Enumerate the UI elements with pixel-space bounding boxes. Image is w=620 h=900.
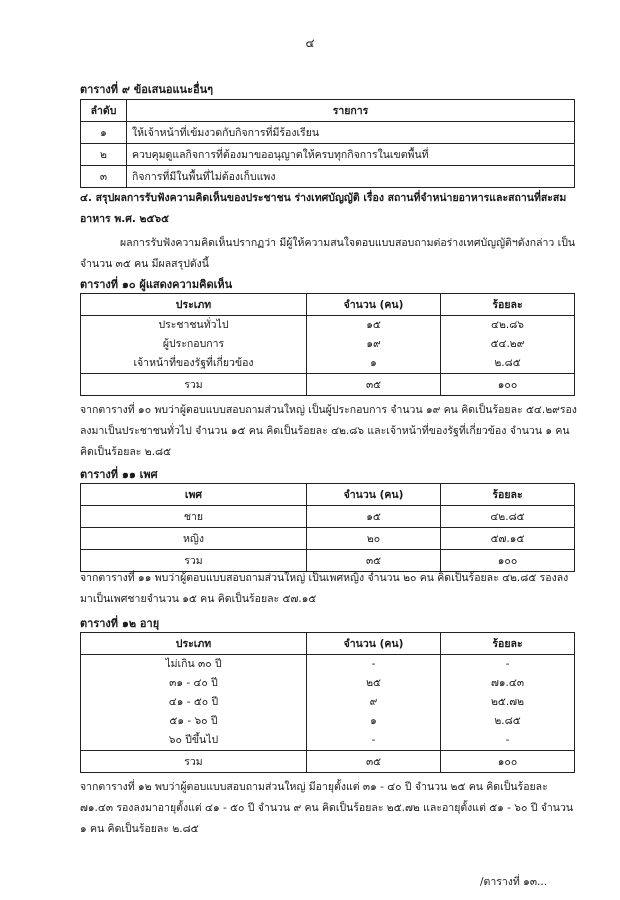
table-9-caption: ตารางที่ ๙ ข้อเสนอแนะอื่นๆ [80, 83, 214, 96]
cell-type: เจ้าหน้าที่ของรัฐที่เกี่ยวข้อง [133, 357, 254, 369]
col-header: ลำดับ [81, 100, 127, 122]
col-header: จำนวน (คน) [307, 633, 441, 655]
cell-count: ๑๕ [366, 319, 381, 331]
cell-pct: ๕๗.๑๕ [441, 528, 575, 550]
cell-pct: ๗๑.๔๓ [490, 677, 525, 689]
table-11-summary: จากตารางที่ ๑๑ พบว่าผู้ตอบแบบสอบถามส่วนใหญ่ เป็นเพศหญิง จำนวน ๒๐ คน คิดเป็นร้อยละ ๔๒.๘๕ รองลงมาเป็นเพศชายจำนวน ๑๕ คน คิดเป็นร้อยละ ๕๗.๑๕ [80, 572, 569, 605]
cell-no: ๓ [81, 166, 127, 188]
table-row [81, 122, 575, 144]
total-row [81, 751, 575, 773]
total-pct: ๑๐๐ [441, 550, 575, 572]
cell-count: ๑๕ [307, 506, 441, 528]
total-label: รวม [81, 751, 307, 773]
cell-type: ชาย [81, 506, 307, 528]
table-row [81, 166, 575, 188]
table-10 [80, 293, 575, 396]
col-header: จำนวน (คน) [307, 484, 441, 506]
table-10-summary: จากตารางที่ ๑๐ พบว่าผู้ตอบแบบสอบถามส่วนใหญ่ เป็นผู้ประกอบการ จำนวน ๑๙ คน คิดเป็นร้อยละ ๕๔.๒๙รองลงมาเป็นประชาชนทั่วไป จำนวน ๑๕ คน คิดเป็นร้อยละ ๔๒.๘๖ และเจ้าหน้าที่ของรัฐที่เกี่ยวข้อง จำนวน ๑ คน คิดเป็นร้อยละ ๒.๘๕ [80, 404, 577, 458]
page-number: ๔ [305, 36, 315, 50]
col-header: ประเภท [81, 633, 307, 655]
cell-pct: ๒.๘๕ [494, 357, 521, 369]
table-row [81, 506, 575, 528]
cell-count: ๑ [370, 357, 377, 369]
cell-count: ๑๙ [366, 338, 381, 350]
col-header: ร้อยละ [441, 633, 575, 655]
table-9 [80, 99, 575, 188]
cell-type: ๖๐ ปีขึ้นไป [168, 734, 219, 746]
cell-type: ผู้ประกอบการ [162, 338, 225, 350]
total-count: ๓๕ [307, 751, 441, 773]
cell-item: ให้เจ้าหน้าที่เข้มงวดกับกิจการที่มีร้องเรียน [127, 122, 575, 144]
cell-no: ๒ [81, 144, 127, 166]
col-header: รายการ [127, 100, 575, 122]
total-label: รวม [81, 374, 307, 396]
total-count: ๓๕ [307, 550, 441, 572]
col-header: ประเภท [81, 294, 307, 316]
cell-pct: ๔๒.๘๕ [441, 506, 575, 528]
total-row [81, 374, 575, 396]
cell-count: - [371, 734, 376, 746]
table-row-group [81, 316, 575, 374]
cell-pct: ๒๕.๗๒ [490, 696, 525, 708]
col-header: ร้อยละ [441, 294, 575, 316]
cell-count: ๙ [369, 696, 378, 708]
cell-pct: ๒.๘๕ [494, 715, 521, 727]
section-heading: ๔. สรุปผลการรับฟังความคิดเห็นของประชาชน ร่างเทศบัญญัติ เรื่อง สถานที่จำหน่ายอาหารและสถานที่สะสมอาหาร พ.ศ. ๒๕๖๕ [80, 192, 567, 225]
cell-item: ควบคุมดูแลกิจการที่ต้องมาขออนุญาตให้ครบทุกกิจการในเขตพื้นที่ [127, 144, 575, 166]
cell-type: ๕๑ - ๖๐ ปี [169, 715, 218, 727]
cell-pct: ๕๔.๒๙ [490, 338, 525, 350]
cell-count: - [371, 658, 376, 670]
table-12-summary: จากตารางที่ ๑๒ พบว่าผู้ตอบแบบสอบถามส่วนใหญ่ มีอายุตั้งแต่ ๓๑ - ๔๐ ปี จำนวน ๒๕ คน คิดเป็นร้อยละ ๗๑.๔๓ รองลงมาอายุตั้งแต่ ๔๑ - ๕๐ ปี จำนวน ๙ คน คิดเป็นร้อยละ ๒๕.๗๒ และอายุตั้งแต่ ๕๑ - ๖๐ ปี จำนวน ๑ คน คิดเป็นร้อยละ ๒.๘๕ [80, 781, 574, 835]
continuation-note: /ตารางที่ ๑๓... [480, 876, 548, 888]
total-label: รวม [81, 550, 307, 572]
table-row [81, 528, 575, 550]
table-11-caption: ตารางที่ ๑๑ เพศ [80, 468, 158, 481]
cell-count: ๒๐ [307, 528, 441, 550]
cell-item: กิจการที่มีในพื้นที่ไม่ต้องเก็บแพง [127, 166, 575, 188]
cell-count: ๑ [370, 715, 377, 727]
table-10-caption: ตารางที่ ๑๐ ผู้แสดงความคิดเห็น [80, 278, 233, 291]
col-header: จำนวน (คน) [307, 294, 441, 316]
cell-type: ๔๑ - ๕๐ ปี [168, 696, 219, 708]
cell-type: ประชาชนทั่วไป [158, 319, 229, 331]
cell-pct: ๔๒.๘๖ [491, 319, 524, 331]
total-pct: ๑๐๐ [441, 751, 575, 773]
table-12-caption: ตารางที่ ๑๒ อายุ [80, 617, 160, 630]
col-header: ร้อยละ [441, 484, 575, 506]
table-12 [80, 632, 575, 773]
cell-no: ๑ [81, 122, 127, 144]
total-count: ๓๕ [307, 374, 441, 396]
cell-type: ๓๑ - ๔๐ ปี [169, 677, 218, 689]
section-intro: ผลการรับฟังความคิดเห็นปรากฏว่า มีผู้ให้ความสนใจตอบแบบสอบถามต่อร่างเทศบัญญัติฯดังกล่าว เป็นจำนวน ๓๕ คน มีผลสรุปดังนี้ [80, 237, 576, 270]
table-row [81, 144, 575, 166]
cell-count: ๒๕ [366, 677, 381, 689]
cell-type: หญิง [81, 528, 307, 550]
total-pct: ๑๐๐ [441, 374, 575, 396]
cell-pct: - [505, 658, 510, 670]
table-row-group [81, 655, 575, 751]
col-header: เพศ [81, 484, 307, 506]
cell-pct: - [505, 734, 510, 746]
cell-type: ไม่เกิน ๓๐ ปี [165, 658, 222, 670]
table-11 [80, 483, 575, 572]
